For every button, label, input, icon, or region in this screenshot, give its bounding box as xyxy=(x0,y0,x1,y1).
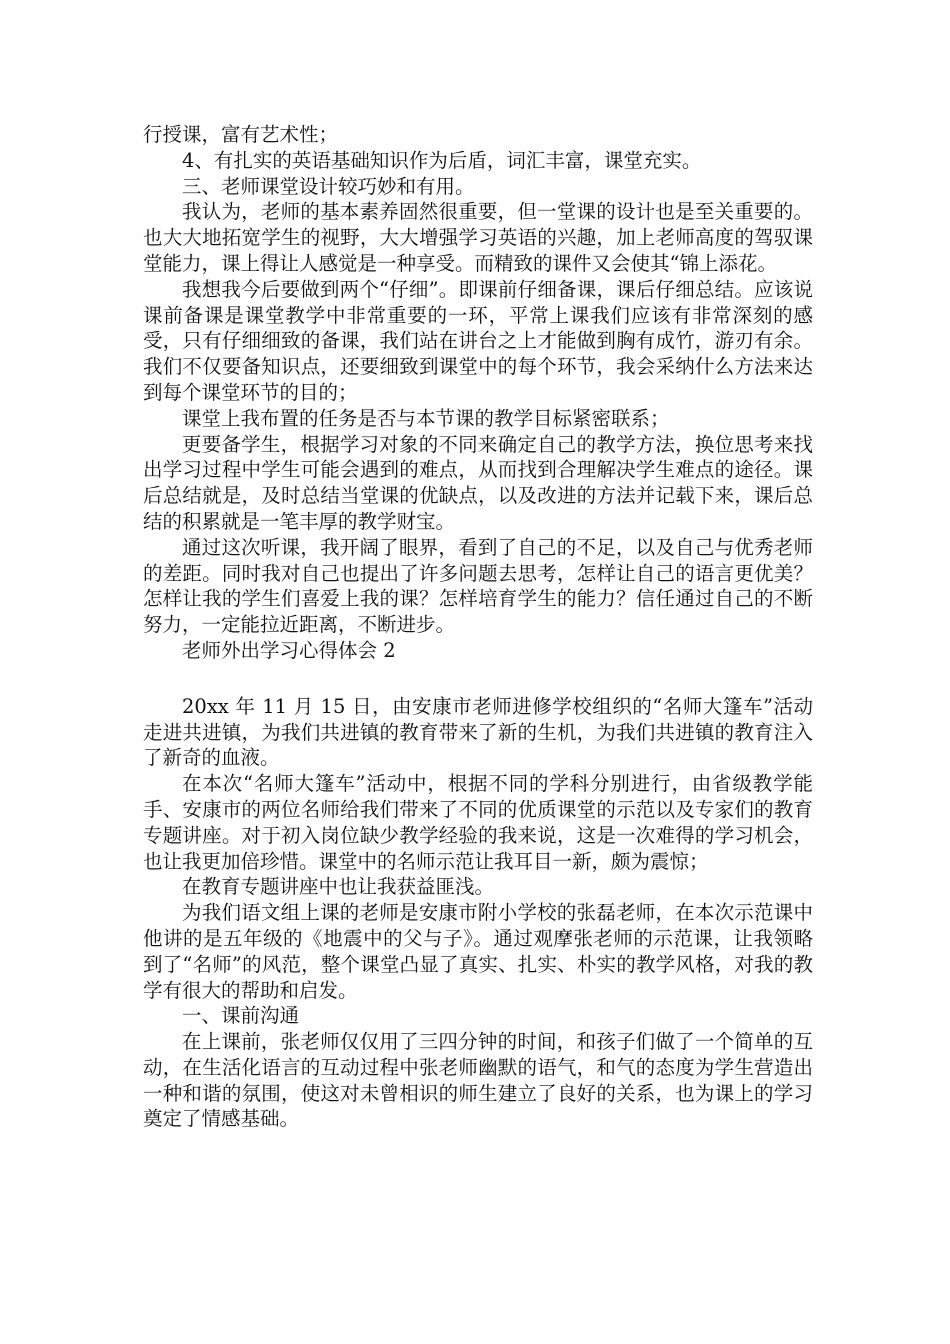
paragraph: 更要备学生，根据学习对象的不同来确定自己的教学方法，换位思考来找出学习过程中学生可能会遇到的难点，从而找到合理解决学生难点的途径。课后总结就是，及时总结当堂课的优缺点，以及改进的方法并记载下来，课后总结的积累就是一笔丰厚的教学财宝。 xyxy=(143,432,813,533)
paragraph: 4、有扎实的英语基础知识作为后盾，词汇丰富，课堂充实。 xyxy=(182,148,702,172)
paragraph: 课堂上我布置的任务是否与本节课的教学目标紧密联系； xyxy=(182,406,670,430)
spacer xyxy=(143,664,813,694)
paragraph: 20xx 年 11 月 15 日，由安康市老师进修学校组织的“名师大篷车”活动走进共进镇，为我们共进镇的教育带来了新的生机，为我们共进镇的教育注入了新奇的血液。 xyxy=(143,694,813,770)
paragraph: 为我们语文组上课的老师是安康市附小学校的张磊老师，在本次示范课中他讲的是五年级的《地震中的父与子》。通过观摩张老师的示范课，让我领略到了“名师”的风范，整个课堂凸显了真实、扎实、朴实的教学风格，对我的教学有很大的帮助和启发。 xyxy=(143,901,813,1002)
paragraph: 在教育专题讲座中也让我获益匪浅。 xyxy=(182,875,495,899)
document-page xyxy=(143,122,813,1132)
paragraph: 在本次“名师大篷车”活动中，根据不同的学科分别进行，由省级教学能手、安康市的两位名师给我们带来了不同的优质课堂的示范以及专家们的教育专题讲座。对于初入岗位缺少教学经验的我来说，这是一次难得的学习机会，也让我更加倍珍惜。课堂中的名师示范让我耳目一新，颇为震惊； xyxy=(143,772,813,873)
paragraph: 在上课前，张老师仅仅用了三四分钟的时间，和孩子们做了一个简单的互动，在生活化语言的互动过程中张老师幽默的语气，和气的态度为学生营造出一种和谐的氛围，使这对未曾相识的师生建立了良好的关系，也为课上的学习奠定了情感基础。 xyxy=(143,1030,813,1131)
article-title: 老师外出学习心得体会 2 xyxy=(182,638,396,662)
paragraph: 我认为，老师的基本素养固然很重要，但一堂课的设计也是至关重要的。也大大地拓宽学生的视野，大大增强学习英语的兴趣，加上老师高度的驾驭课堂能力，课上得让人感觉是一种享受。而精致的课件又会使其“锦上添花。 xyxy=(143,200,813,275)
section-heading: 三、老师课堂设计较巧妙和有用。 xyxy=(182,174,475,198)
paragraph-continued: 行授课，富有艺术性； xyxy=(143,123,339,146)
paragraph: 我想我今后要做到两个“仔细”。即课前仔细备课，课后仔细总结。应该说课前备课是课堂教学中非常重要的一环，平常上课我们应该有非常深刻的感受，只有仔细细致的备课，我们站在讲台之上才能做到胸有成竹，游刃有余。我们不仅要备知识点，还要细致到课堂中的每个环节，我会采纳什么方法来达到每个课堂环节的目的； xyxy=(143,277,813,404)
section-heading: 一、课前沟通 xyxy=(182,1004,300,1028)
paragraph: 通过这次听课，我开阔了眼界，看到了自己的不足，以及自己与优秀老师的差距。同时我对自己也提出了许多问题去思考，怎样让自己的语言更优美？怎样让我的学生们喜爱上我的课？怎样培育学生的能力？信任通过自己的不断努力，一定能拉近距离，不断进步。 xyxy=(143,535,813,637)
